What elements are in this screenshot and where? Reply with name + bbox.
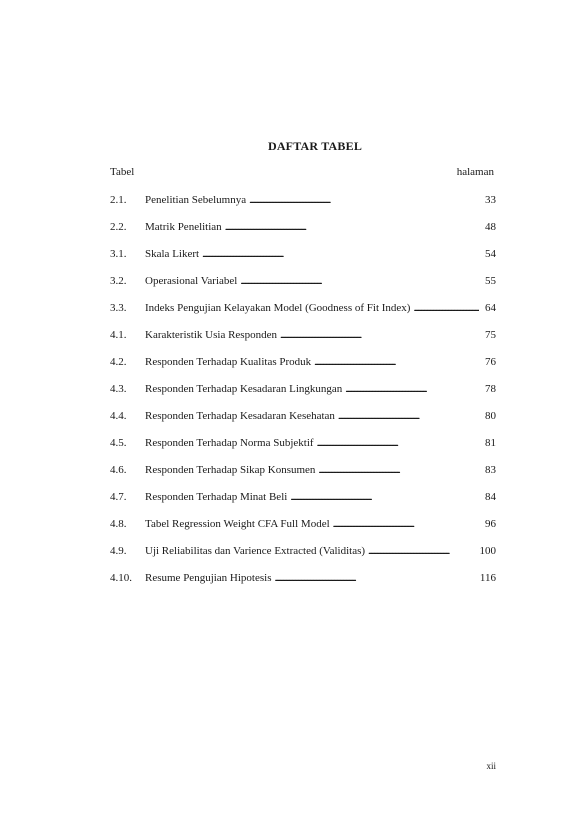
dot-leader <box>225 220 479 235</box>
dot-leader <box>290 490 479 505</box>
entry-label: Responden Terhadap Norma Subjektif <box>145 437 314 449</box>
column-header-page: halaman <box>456 166 494 178</box>
entry-line <box>145 301 496 316</box>
entry-page-number: 83 <box>485 464 496 476</box>
entry-label: Matrik Penelitian <box>145 221 222 233</box>
entry-label: Responden Terhadap Minat Beli <box>145 491 288 503</box>
entry-label: Karakteristik Usia Responden <box>145 329 277 341</box>
entry-number: 2.1. <box>110 194 127 206</box>
entry-number: 4.4. <box>110 410 127 422</box>
entry-page-number: 33 <box>485 194 496 206</box>
list-item <box>110 355 496 382</box>
entry-label: Responden Terhadap Sikap Konsumen <box>145 464 316 476</box>
entry-line <box>145 490 496 505</box>
entry-label: Tabel Regression Weight CFA Full Model <box>145 518 330 530</box>
list-item <box>110 436 496 463</box>
entry-page-number: 84 <box>485 491 496 503</box>
dot-leader <box>280 328 479 343</box>
dot-leader <box>202 247 479 262</box>
entry-line <box>145 382 496 397</box>
entry-label: Resume Pengujian Hipotesis <box>145 572 272 584</box>
entry-number: 2.2. <box>110 221 127 233</box>
entry-page-number: 116 <box>479 572 496 584</box>
entry-label: Responden Terhadap Kesadaran Kesehatan <box>145 410 335 422</box>
entry-page-number: 100 <box>479 545 496 557</box>
list-item <box>110 301 496 328</box>
entry-label: Responden Terhadap Kualitas Produk <box>145 356 312 368</box>
list-item <box>110 517 496 544</box>
list-item <box>110 274 496 301</box>
entry-page-number: 96 <box>485 518 496 530</box>
list-item <box>110 220 496 247</box>
entry-number: 4.8. <box>110 518 127 530</box>
entry-line <box>145 355 496 370</box>
entry-number: 4.3. <box>110 383 127 395</box>
entry-line <box>145 436 496 451</box>
page-number: xii <box>486 761 496 771</box>
entry-line <box>145 274 496 289</box>
dot-leader <box>333 517 479 532</box>
dot-leader <box>275 571 477 586</box>
dot-leader <box>240 274 479 289</box>
page-title: DAFTAR TABEL <box>267 139 363 153</box>
entry-label: Operasional Variabel <box>145 275 238 287</box>
entry-label: Penelitian Sebelumnya <box>145 194 247 206</box>
entry-line <box>145 247 496 262</box>
entry-page-number: 48 <box>485 221 496 233</box>
entry-line <box>145 463 496 478</box>
entry-line <box>145 517 496 532</box>
dot-leader <box>317 436 479 451</box>
entry-number: 3.1. <box>110 248 127 260</box>
entry-number: 4.1. <box>110 329 127 341</box>
entry-label: Responden Terhadap Kesadaran Lingkungan <box>145 383 343 395</box>
entry-label: Uji Reliabilitas dan Varience Extracted (Validitas) <box>145 545 366 557</box>
entry-line <box>145 328 496 343</box>
entry-line <box>145 571 496 586</box>
entry-number: 4.9. <box>110 545 127 557</box>
entry-number: 4.7. <box>110 491 127 503</box>
dot-leader <box>413 301 479 316</box>
list-item <box>110 490 496 517</box>
entry-page-number: 75 <box>485 329 496 341</box>
list-item <box>110 571 496 598</box>
table-of-tables <box>110 193 496 598</box>
list-item <box>110 463 496 490</box>
list-item <box>110 247 496 274</box>
column-header-table: Tabel <box>110 166 135 178</box>
dot-leader <box>314 355 479 370</box>
entry-line <box>145 544 496 559</box>
entry-number: 3.2. <box>110 275 127 287</box>
entry-page-number: 81 <box>485 437 496 449</box>
entry-page-number: 55 <box>485 275 496 287</box>
list-item <box>110 409 496 436</box>
entry-page-number: 78 <box>485 383 496 395</box>
entry-label: Skala Likert <box>145 248 200 260</box>
dot-leader <box>318 463 479 478</box>
dot-leader <box>345 382 479 397</box>
entry-page-number: 76 <box>485 356 496 368</box>
list-item <box>110 382 496 409</box>
dot-leader <box>249 193 479 208</box>
entry-number: 4.10. <box>110 572 132 584</box>
entry-number: 4.5. <box>110 437 127 449</box>
entry-page-number: 80 <box>485 410 496 422</box>
entry-label: Indeks Pengujian Kelayakan Model (Goodness of Fit Index) <box>145 302 411 314</box>
entry-line <box>145 220 496 235</box>
list-item <box>110 328 496 355</box>
entry-line <box>145 193 496 208</box>
entry-number: 3.3. <box>110 302 127 314</box>
entry-page-number: 64 <box>485 302 496 314</box>
entry-page-number: 54 <box>485 248 496 260</box>
entry-line <box>145 409 496 424</box>
dot-leader <box>368 544 476 559</box>
entry-number: 4.6. <box>110 464 127 476</box>
list-item <box>110 193 496 220</box>
entry-number: 4.2. <box>110 356 127 368</box>
list-item <box>110 544 496 571</box>
dot-leader <box>338 409 479 424</box>
